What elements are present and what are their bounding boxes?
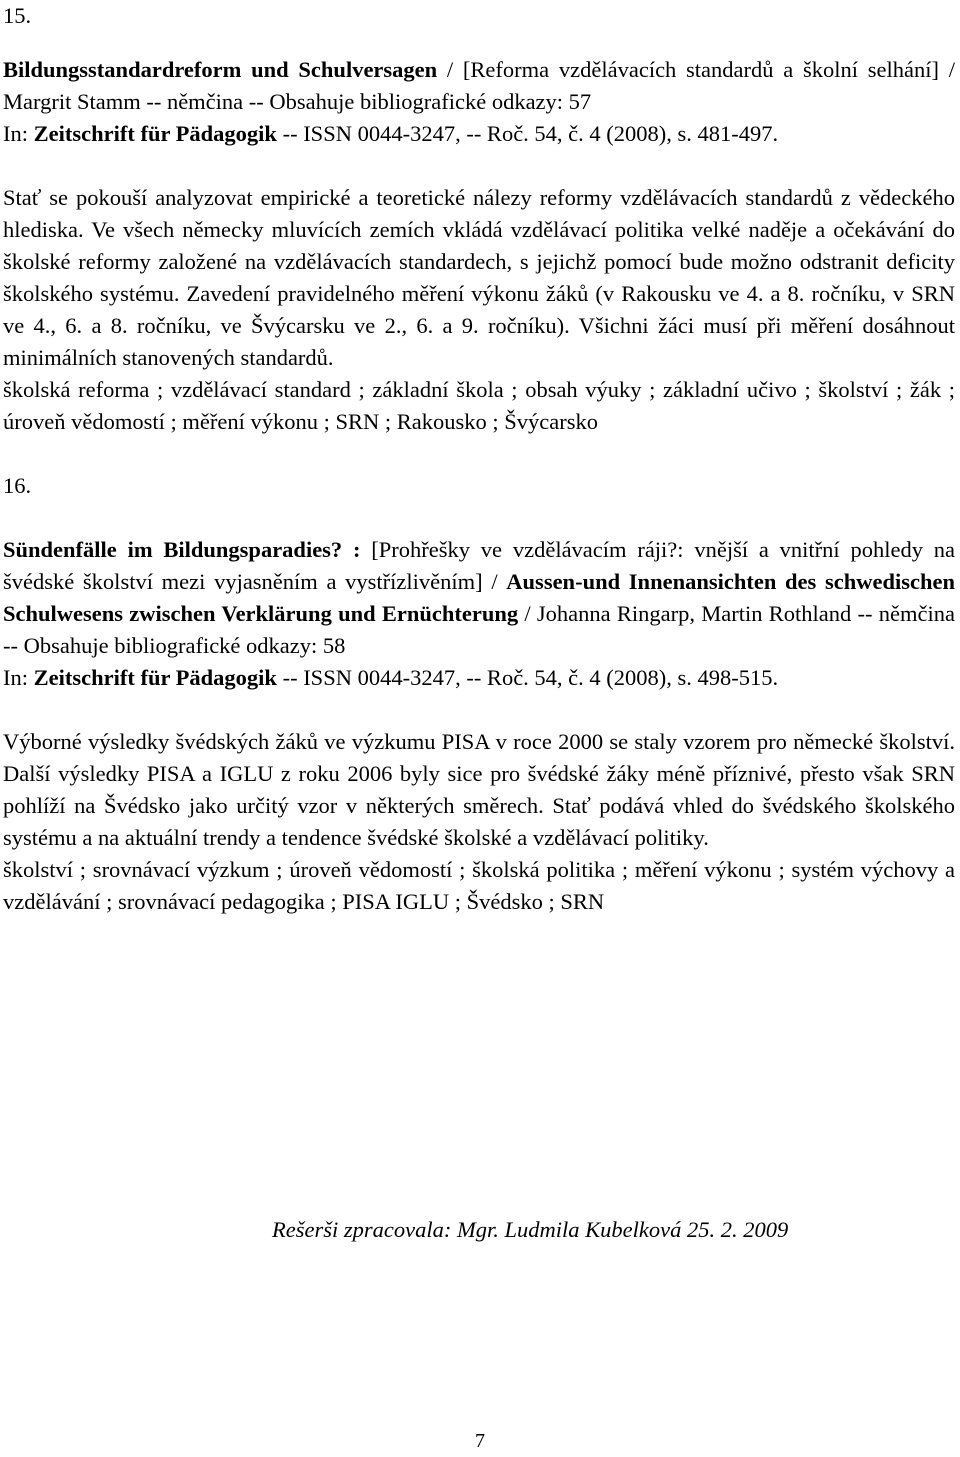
record-source [3, 118, 955, 150]
journal-name: Zeitschrift für Pädagogik [33, 665, 277, 690]
title-bold: Bildungsstandardreform und Schulversagen [3, 57, 438, 82]
title-details: [Prohřešky ve vzdělávacím ráji?: vnější a vnitřní pohledy na švédské školství mezi vyjasněním a vystřízlivěním] / [3, 537, 955, 594]
record-keywords: školská reforma ; vzdělávací standard ; základní škola ; obsah výuky ; základní učivo ; školství ; žák ; úroveň vědomostí ; měření výkonu ; SRN ; Rakousko ; Švýcarsko [3, 377, 955, 434]
title-original: Aussen-und Innenansichten des schwedischen Schulwesens zwischen Verklärung und Ernüchterung [3, 569, 956, 626]
page-number: 7 [475, 1430, 485, 1452]
record-keywords: školství ; srovnávací výzkum ; úroveň vědomostí ; školská politika ; měření výkonu ; systém výchovy a vzdělávání ; srovnávací pedagogika ; PISA IGLU ; Švédsko ; SRN [3, 857, 955, 914]
source-prefix: In: [3, 121, 34, 146]
record-title [3, 534, 955, 662]
record-title [3, 54, 955, 118]
record-15 [3, 0, 955, 438]
spacer [3, 502, 955, 534]
journal-name: Zeitschrift für Pädagogik [33, 121, 277, 146]
spacer [3, 694, 955, 726]
title-authors: / Johanna Ringarp, Martin Rothland -- němčina -- Obsahuje bibliografické odkazy: 58 [3, 601, 955, 658]
record-number: 15. [3, 3, 32, 28]
compiler-signature: Rešerši zpracovala: Mgr. Ludmila Kubelková 25. 2. 2009 [272, 1217, 789, 1242]
record-abstract: Stať se pokouší analyzovat empirické a teoretické nálezy reformy vzdělávacích standardů z vědeckého hlediska. Ve všech německy mluvících zemích vkládá vzdělávací politika velké naděje a očekávání do školské reformy založené na vzdělávacích standardech, s jejichž pomocí bude možno odstranit deficity školského systému. Zavedení pravidelného měření výkonu žáků (v Rakousku ve 4. a 8. ročníku, v SRN ve 4., 6. a 8. ročníku, ve Švýcarsku ve 2., 6. a 9. ročníku). Všichni žáci musí při měření dosáhnout minimálních stanovených standardů. [3, 185, 955, 370]
source-prefix: In: [3, 665, 34, 690]
document-page [3, 0, 955, 918]
record-16 [3, 470, 955, 918]
spacer [3, 150, 955, 182]
title-details: / [Reforma vzdělávacích standardů a školní selhání] / Margrit Stamm -- němčina -- Obsahuje bibliografické odkazy: 57 [3, 57, 955, 114]
spacer [3, 32, 955, 54]
record-source [3, 662, 955, 694]
record-number: 16. [3, 473, 32, 498]
source-details: -- ISSN 0044-3247, -- Roč. 54, č. 4 (2008), s. 498-515. [276, 665, 779, 690]
title-bold: Sündenfälle im Bildungsparadies? : [3, 537, 361, 562]
spacer [3, 438, 955, 470]
source-details: -- ISSN 0044-3247, -- Roč. 54, č. 4 (2008), s. 481-497. [276, 121, 779, 146]
record-abstract: Výborné výsledky švédských žáků ve výzkumu PISA v roce 2000 se staly vzorem pro německé školství. Další výsledky PISA a IGLU z roku 2006 byly sice pro švédské žáky méně příznivé, přesto však SRN pohlíží na Švédsko jako určitý vzor v některých směrech. Stať podává vhled do švédského školského systému a na aktuální trendy a tendence švédské školské a vzdělávací politiky. [3, 729, 955, 850]
